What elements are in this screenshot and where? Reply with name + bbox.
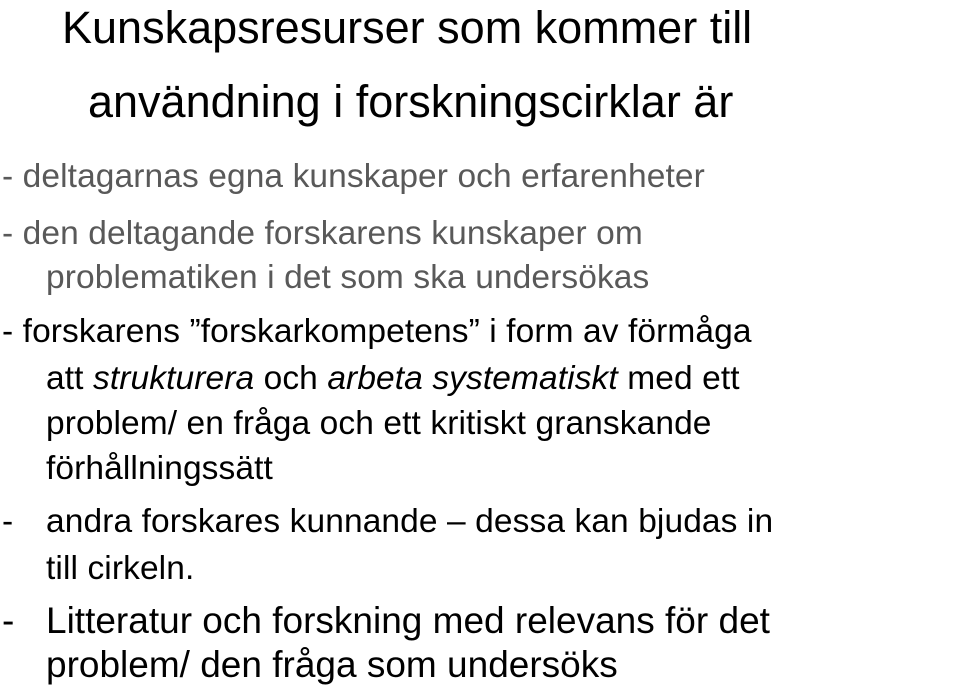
slide-title-line-1: Kunskapsresurser som kommer till <box>62 2 753 53</box>
italic-structure-word: strukturera <box>92 360 255 397</box>
bullet-participants-knowledge: - deltagarnas egna kunskaper och erfarenheter <box>2 158 705 195</box>
bullet-literature-dash: - <box>2 600 15 641</box>
bullet-other-researchers-dash: - <box>2 503 14 540</box>
bullet-research-competence-line-2 <box>46 360 740 398</box>
bullet-literature-line-1: Litteratur och forskning med relevans för det <box>46 600 770 641</box>
bullet-literature-line-2: problem/ den fråga som undersöks <box>46 644 618 685</box>
bullet-other-researchers-line-1: andra forskares kunnande – dessa kan bjudas in <box>46 503 774 540</box>
italic-systematic-phrase: arbeta systematiskt <box>327 360 618 397</box>
slide-title-line-2: användning i forskningscirklar är <box>88 76 734 127</box>
bullet-researcher-knowledge-line-2: problematiken i det som ska undersökas <box>46 259 650 296</box>
bullet-research-competence-line-1: - forskarens ”forskarkompetens” i form av förmåga <box>2 313 752 350</box>
bullet-research-competence-line-4: förhållningssätt <box>46 450 273 487</box>
bullet-research-competence-line-3: problem/ en fråga och ett kritiskt granskande <box>46 405 712 442</box>
text-segment: med ett <box>617 360 740 397</box>
bullet-researcher-knowledge-line-1: - den deltagande forskarens kunskaper om <box>2 215 643 252</box>
text-segment: att <box>46 360 93 397</box>
text-segment: och <box>254 360 328 397</box>
bullet-other-researchers-line-2: till cirkeln. <box>46 550 195 587</box>
